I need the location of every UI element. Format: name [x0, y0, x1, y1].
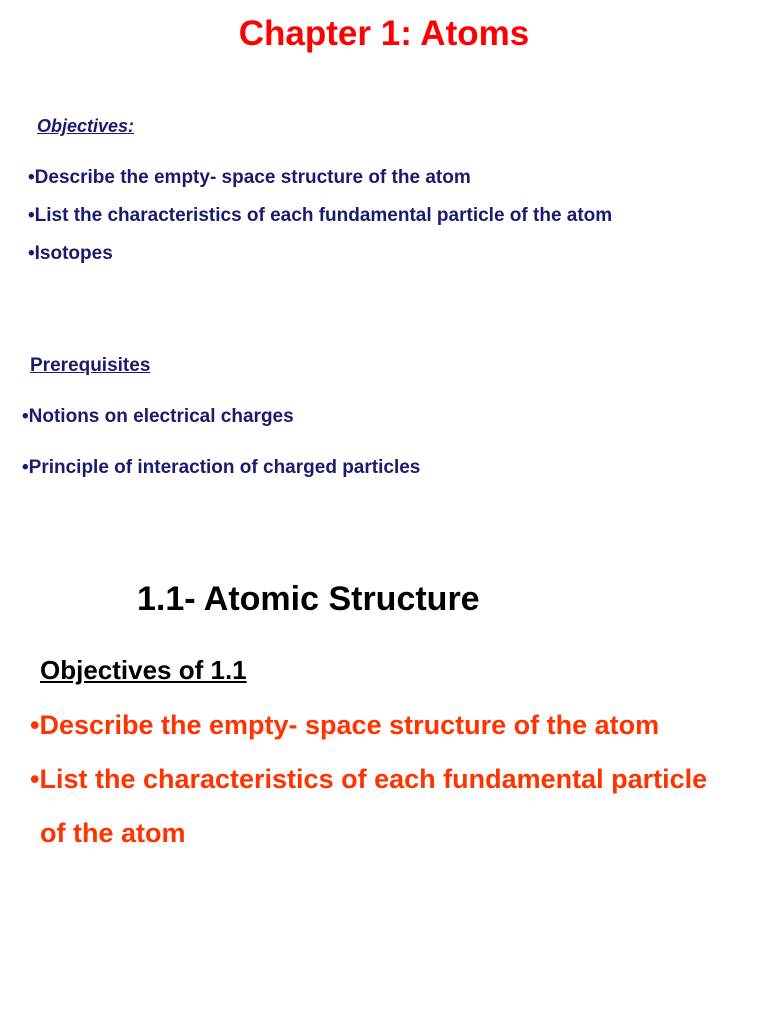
prerequisite-item: •Principle of interaction of charged particles [22, 457, 421, 478]
section-objectives-heading: Objectives of 1.1 [40, 655, 247, 685]
section-objective-item: •List the characteristics of each fundamental particle of the atom [30, 764, 708, 848]
objective-item: •Describe the empty- space structure of the atom [28, 167, 471, 188]
section-objectives-list [30, 698, 710, 860]
objectives-heading: Objectives: [37, 116, 135, 136]
objective-item: •Isotopes [28, 243, 113, 264]
prerequisite-item: •Notions on electrical charges [22, 406, 294, 427]
chapter-title: Chapter 1: Atoms [238, 14, 530, 53]
section-objective-item: •Describe the empty- space structure of the atom [30, 710, 660, 740]
section-title: 1.1- Atomic Structure [137, 580, 480, 618]
objective-item: •List the characteristics of each fundamental particle of the atom [28, 205, 613, 226]
prerequisites-heading: Prerequisites [30, 355, 151, 376]
